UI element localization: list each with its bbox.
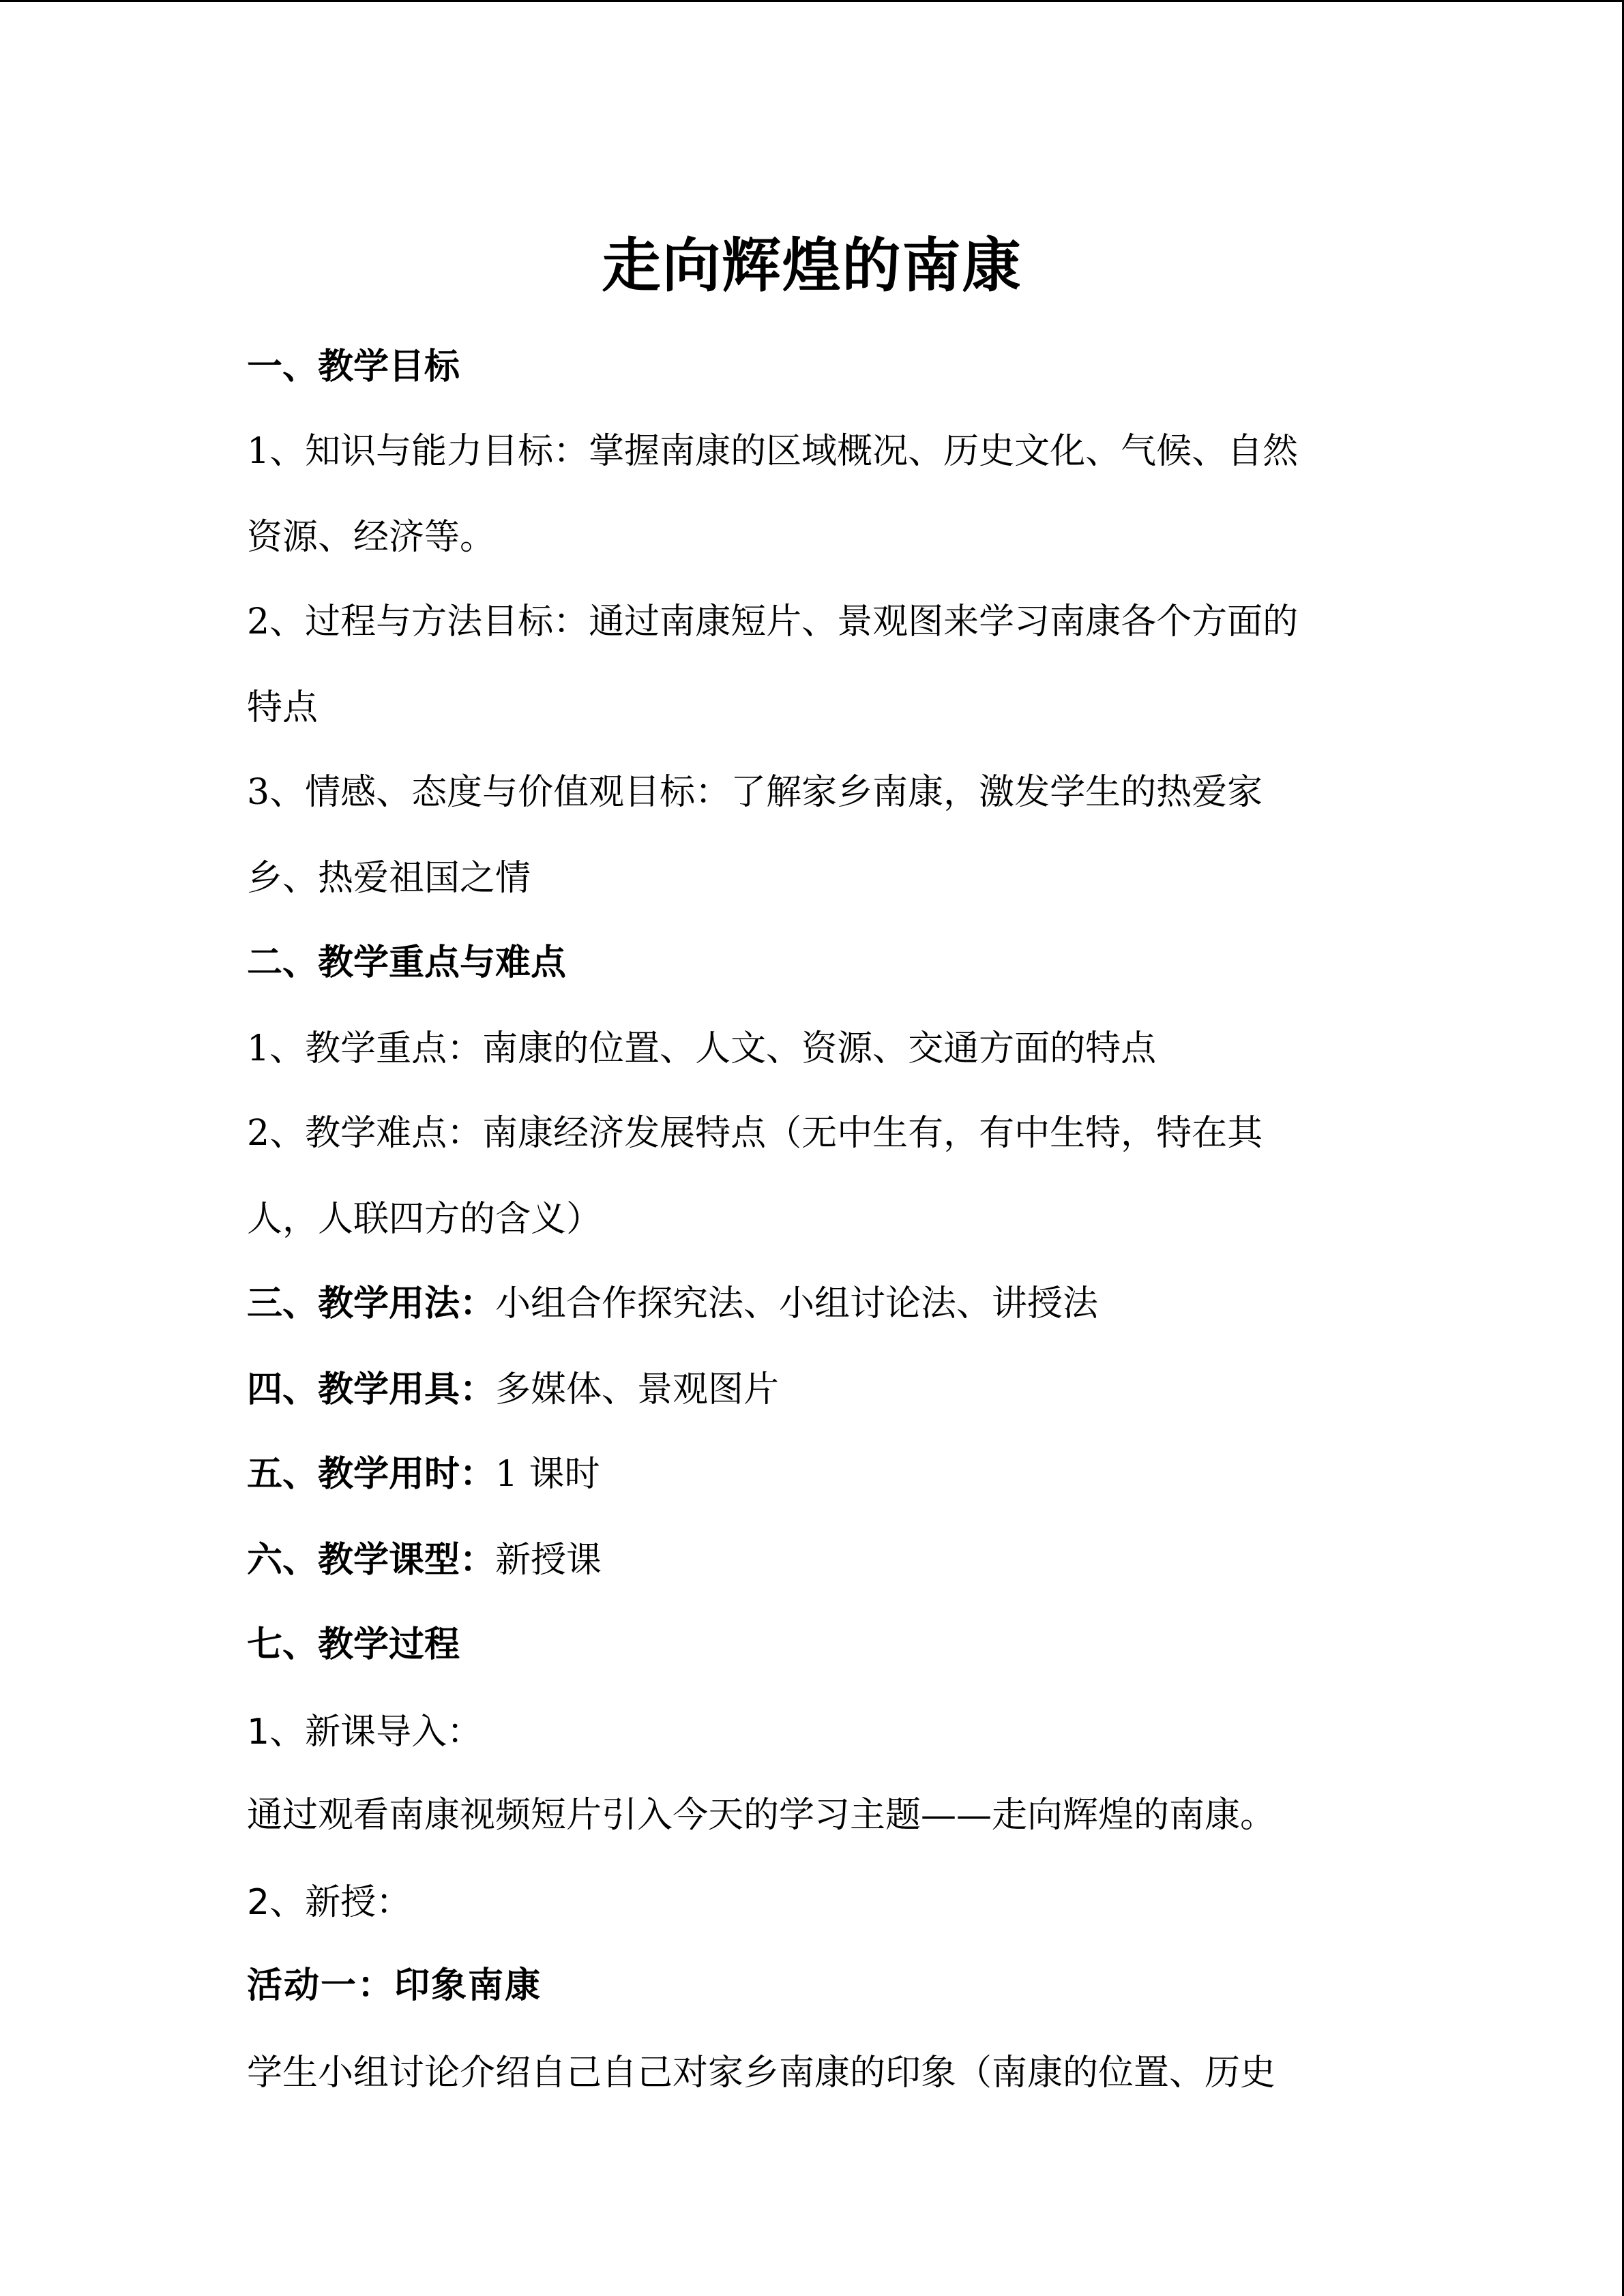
teaching-methods [247, 1277, 1406, 1331]
objective-emotion: 3、情感、态度与价值观目标：了解家乡南康，激发学生的热爱家 [247, 772, 1263, 813]
document-title: 走向辉煌的南康 [602, 232, 1022, 300]
teaching-methods-text: 小组合作探究法、小组讨论法、讲授法 [495, 1283, 1099, 1324]
objective-process: 2、过程与方法目标：通过南康短片、景观图来学习南康各个方面的 [247, 601, 1299, 642]
difficult-point-cont: 人，人联四方的含义） [247, 1199, 602, 1240]
lesson-type-label: 六、教学课型： [247, 1540, 496, 1581]
key-point: 1、教学重点：南康的位置、人文、资源、交通方面的特点 [247, 1028, 1157, 1069]
teaching-methods-label: 三、教学用法： [247, 1283, 496, 1324]
section-heading-objectives: 一、教学目标 [247, 346, 460, 387]
process-intro-text: 通过观看南康视频短片引入今天的学习主题——走向辉煌的南康。 [247, 1795, 1276, 1836]
objective-process-cont: 特点 [247, 687, 319, 728]
teaching-duration-label: 五、教学用时： [247, 1454, 496, 1495]
teaching-tools-text: 多媒体、景观图片 [495, 1369, 780, 1410]
teaching-duration [247, 1447, 1406, 1502]
activity-one-text: 学生小组讨论介绍自己自己对家乡南康的印象（南康的位置、历史 [247, 2053, 1276, 2093]
objective-knowledge-cont: 资源、经济等。 [247, 517, 496, 558]
activity-one-heading: 活动一：印象南康 [247, 1965, 542, 2006]
top-border-line [0, 0, 1624, 2]
process-intro-heading: 1、新课导入： [247, 1712, 483, 1753]
process-new-lesson-heading: 2、新授： [247, 1882, 412, 1923]
teaching-tools-label: 四、教学用具： [247, 1369, 496, 1410]
teaching-tools [247, 1362, 1406, 1417]
objective-knowledge: 1、知识与能力目标：掌握南康的区域概况、历史文化、气候、自然 [247, 431, 1299, 472]
objective-emotion-cont: 乡、热爱祖国之情 [247, 858, 531, 899]
difficult-point: 2、教学难点：南康经济发展特点（无中生有，有中生特，特在其 [247, 1113, 1263, 1154]
lesson-type-text: 新授课 [495, 1540, 602, 1581]
lesson-type [247, 1533, 1406, 1587]
section-heading-key-points: 二、教学重点与难点 [247, 942, 567, 983]
section-heading-process: 七、教学过程 [247, 1624, 460, 1665]
teaching-duration-text: 1 课时 [495, 1454, 600, 1495]
